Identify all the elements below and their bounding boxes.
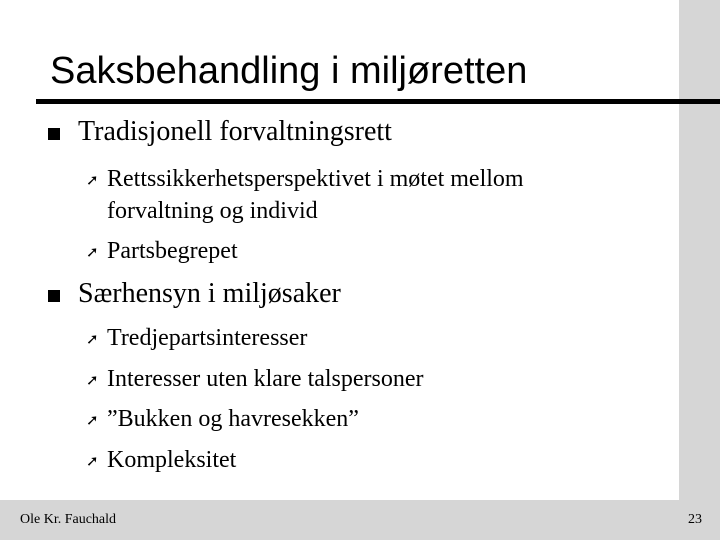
list-item: Tredjepartsinteresser [107,325,308,351]
page-number: 23 [688,512,702,527]
arrow-bullet-icon: ➚ [86,243,99,261]
list-item: ”Bukken og havresekken” [107,406,359,432]
right-decor-bar [679,0,720,540]
title-underline [36,99,720,104]
section-heading: Særhensyn i miljøsaker [78,278,341,309]
arrow-bullet-icon: ➚ [86,171,99,189]
square-bullet-icon [48,128,60,140]
footer-author: Ole Kr. Fauchald [20,512,117,527]
list-item: Rettssikkerhetsperspektivet i møtet mellom [107,166,524,192]
arrow-bullet-icon: ➚ [86,330,99,348]
arrow-bullet-icon: ➚ [86,371,99,389]
list-item: Kompleksitet [107,447,237,473]
arrow-bullet-icon: ➚ [86,411,99,429]
list-item: Partsbegrepet [107,238,238,264]
slide-title: Saksbehandling i miljøretten [50,50,528,92]
list-item: Interesser uten klare talspersoner [107,366,424,392]
section-heading: Tradisjonell forvaltningsrett [78,116,392,147]
square-bullet-icon [48,290,60,302]
arrow-bullet-icon: ➚ [86,452,99,470]
list-item-continuation: forvaltning og individ [107,198,318,224]
